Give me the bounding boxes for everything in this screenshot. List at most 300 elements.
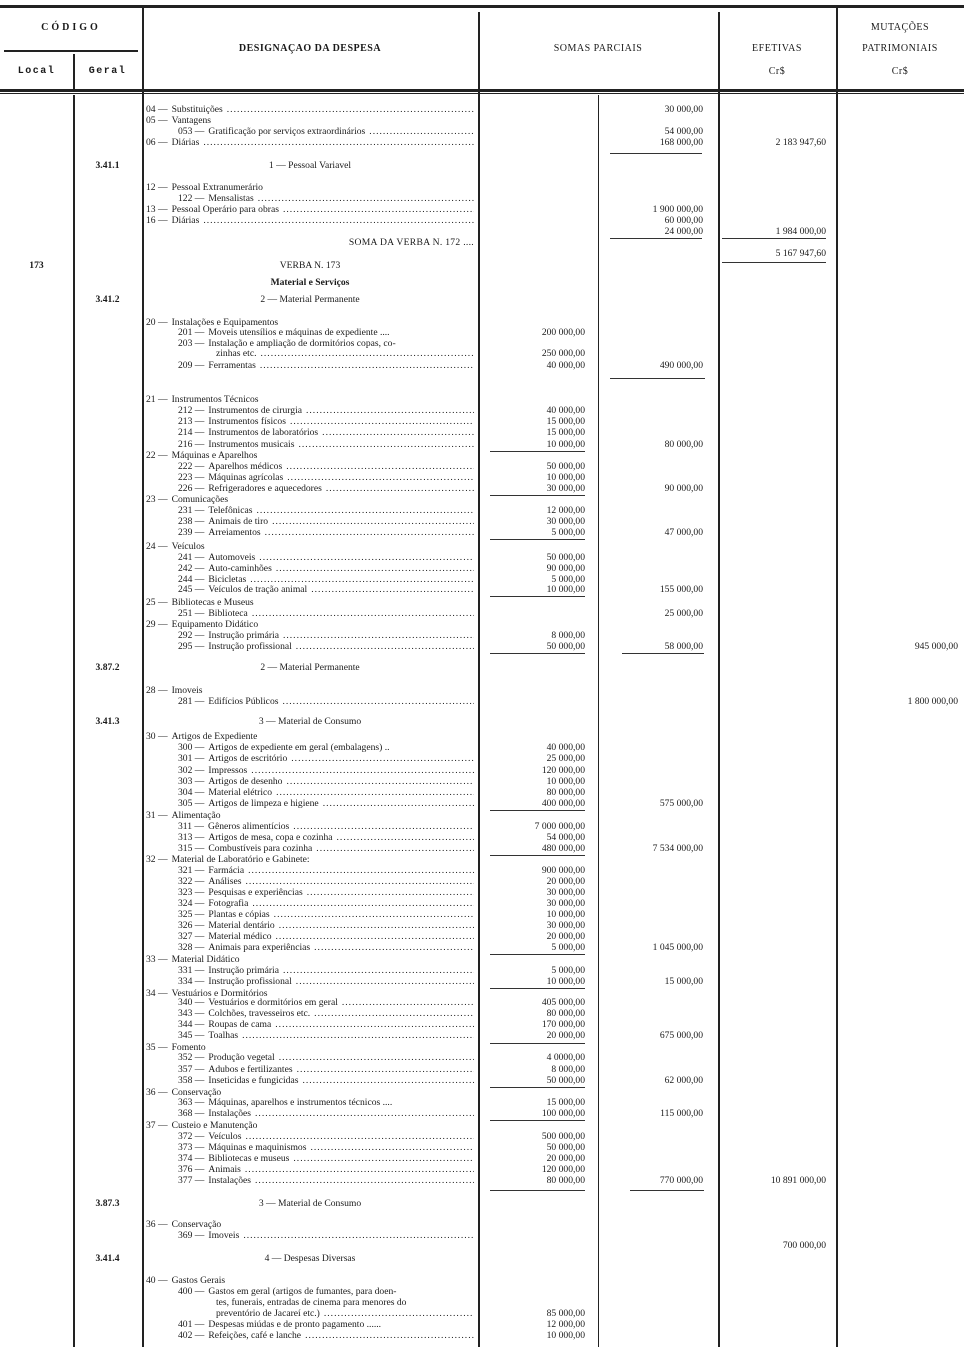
partial-amount: 10 000,00 xyxy=(546,472,585,483)
expense-description xyxy=(146,1142,474,1153)
table-row xyxy=(0,1142,964,1153)
sum-rule xyxy=(490,596,585,597)
sum-rule xyxy=(490,495,585,496)
expense-description xyxy=(146,765,474,776)
table-row xyxy=(0,516,964,527)
dot-leader xyxy=(283,630,474,641)
patrimonial-amount: 1 800 000,00 xyxy=(907,696,958,707)
expense-code: 311 — xyxy=(178,821,205,832)
expense-code: 16 — xyxy=(146,215,168,226)
expense-label: Artigos de escritório xyxy=(208,753,288,764)
dot-leader xyxy=(259,552,474,563)
expense-description xyxy=(146,215,474,226)
expense-label: Conservação xyxy=(171,1087,222,1098)
expense-code: 321 — xyxy=(178,865,205,876)
expense-code: 212 — xyxy=(178,405,205,416)
expense-description xyxy=(146,277,474,288)
expense-label: Gastos Gerais xyxy=(171,1275,226,1286)
effective-amount: 700 000,00 xyxy=(782,1240,826,1251)
table-row xyxy=(0,1240,964,1251)
partial-amount: 400 000,00 xyxy=(541,798,585,809)
table-row xyxy=(0,472,964,483)
geral-code: 3.41.1 xyxy=(95,160,120,171)
expense-code: 363 — xyxy=(178,1097,205,1108)
expense-description xyxy=(146,160,474,171)
dot-leader xyxy=(248,865,474,876)
expense-label: Vestuários e dormitórios em geral xyxy=(208,997,338,1008)
partial-amount: 12 000,00 xyxy=(546,1319,585,1330)
dot-leader xyxy=(255,1108,474,1119)
expense-code: 21 — xyxy=(146,394,168,405)
expense-label: 3 — Material de Consumo xyxy=(258,1198,362,1209)
dot-leader xyxy=(283,965,474,976)
partial-amount: 54 000,00 xyxy=(546,832,585,843)
partial-amount: 30 000,00 xyxy=(546,920,585,931)
partial-subtotal: 25 000,00 xyxy=(664,608,703,619)
expense-description xyxy=(146,126,474,137)
header-bottom-border-2 xyxy=(0,93,964,94)
expense-code: 242 — xyxy=(178,563,205,574)
geral-code: 3.87.2 xyxy=(95,662,120,673)
sum-rule xyxy=(490,653,585,654)
expense-label: Instrução primária xyxy=(208,630,279,641)
dot-leader xyxy=(227,104,474,115)
partial-subtotal: 1 900 000,00 xyxy=(652,204,703,215)
expense-description xyxy=(146,1308,474,1319)
section-heading-row xyxy=(0,160,964,171)
expense-description xyxy=(146,630,474,641)
dot-leader xyxy=(203,137,474,148)
expense-description xyxy=(146,865,474,876)
expense-code: 06 — xyxy=(146,137,168,148)
expense-description xyxy=(146,821,474,832)
partial-amount: 30 000,00 xyxy=(546,483,585,494)
partial-amount: 85 000,00 xyxy=(546,1308,585,1319)
expense-code: 213 — xyxy=(178,416,205,427)
partial-amount: 80 000,00 xyxy=(546,1175,585,1186)
expense-description xyxy=(146,1019,474,1030)
partial-amount: 30 000,00 xyxy=(546,516,585,527)
expense-description xyxy=(146,1286,474,1297)
table-row xyxy=(0,742,964,753)
sum-rule xyxy=(490,1120,585,1121)
expense-description xyxy=(146,776,474,787)
table-row xyxy=(0,965,964,976)
table-row xyxy=(0,541,964,552)
expense-description xyxy=(146,104,474,115)
table-row xyxy=(0,405,964,416)
dot-leader xyxy=(322,427,474,438)
expense-code: 343 — xyxy=(178,1008,205,1019)
expense-label: Máquinas e maquinismos xyxy=(208,1142,307,1153)
expense-code: 374 — xyxy=(178,1153,205,1164)
expense-description xyxy=(146,584,474,595)
partial-amount: 120 000,00 xyxy=(541,1164,585,1175)
table-row xyxy=(0,215,964,226)
dot-leader xyxy=(296,641,474,652)
expense-description xyxy=(146,965,474,976)
partial-amount: 480 000,00 xyxy=(541,843,585,854)
expense-description xyxy=(146,931,474,942)
table-row xyxy=(0,1120,964,1131)
table-row xyxy=(0,731,964,742)
expense-code: 214 — xyxy=(178,427,205,438)
dot-leader xyxy=(251,765,474,776)
expense-label: Material Didático xyxy=(171,954,240,965)
expense-label: Máquinas agrícolas xyxy=(208,472,284,483)
expense-label: SOMA DA VERBA N. 172 .... xyxy=(348,237,474,248)
expense-description xyxy=(146,898,474,909)
dot-leader xyxy=(261,348,475,359)
dot-leader xyxy=(276,563,474,574)
expense-code: 36 — xyxy=(146,1219,168,1230)
dot-leader xyxy=(245,876,474,887)
table-row xyxy=(0,685,964,696)
table-row xyxy=(0,630,964,641)
table-row xyxy=(0,776,964,787)
expense-description xyxy=(146,1030,474,1041)
expense-code: 25 — xyxy=(146,597,168,608)
table-row xyxy=(0,798,964,809)
partial-amount: 40 000,00 xyxy=(546,405,585,416)
partial-amount: 7 000 000,00 xyxy=(534,821,585,832)
expense-label: Artigos de Expediente xyxy=(171,731,258,742)
expense-label: Imoveis xyxy=(171,685,203,696)
expense-description xyxy=(146,327,474,338)
expense-label: Impressos xyxy=(208,765,248,776)
expense-label: Imoveis xyxy=(208,1230,240,1241)
table-row xyxy=(0,1064,964,1075)
expense-label: Análises xyxy=(208,876,242,887)
table-row xyxy=(0,1164,964,1175)
expense-description xyxy=(146,115,474,126)
expense-description xyxy=(146,1253,474,1264)
expense-code: 36 — xyxy=(146,1087,168,1098)
expense-label: Instrumentos Técnicos xyxy=(171,394,259,405)
expense-label: Arreiamentos xyxy=(208,527,261,538)
header-somas-parciais: SOMAS PARCIAIS xyxy=(553,43,643,54)
expense-label: 3 — Material de Consumo xyxy=(258,716,362,727)
sum-rule xyxy=(630,1190,704,1191)
expense-code: 35 — xyxy=(146,1042,168,1053)
table-row xyxy=(0,1330,964,1341)
expense-label: Material elétrico xyxy=(208,787,273,798)
expense-description xyxy=(146,204,474,215)
expense-code: 053 — xyxy=(178,126,205,137)
dot-leader xyxy=(297,1064,474,1075)
table-row xyxy=(0,954,964,965)
expense-code: 28 — xyxy=(146,685,168,696)
effective-amount: 1 984 000,00 xyxy=(775,226,826,237)
table-row xyxy=(0,1097,964,1108)
dot-leader xyxy=(305,1330,474,1341)
expense-label: Artigos de desenho xyxy=(208,776,283,787)
partial-amount: 80 000,00 xyxy=(546,787,585,798)
expense-code: 352 — xyxy=(178,1052,205,1063)
expense-code: 295 — xyxy=(178,641,205,652)
expense-code: 12 — xyxy=(146,182,168,193)
expense-label: Refrigeradores e aquecedores xyxy=(208,483,322,494)
expense-label: Moveis utensílios e máquinas de expediente .... xyxy=(208,327,390,338)
dot-leader xyxy=(279,920,474,931)
table-row xyxy=(0,909,964,920)
expense-description xyxy=(146,641,474,652)
expense-description xyxy=(146,1064,474,1075)
expense-description xyxy=(146,193,474,204)
table-row xyxy=(0,483,964,494)
expense-code: 281 — xyxy=(178,696,205,707)
top-border xyxy=(0,5,964,8)
table-row xyxy=(0,854,964,865)
expense-description xyxy=(146,360,474,371)
expense-code: 369 — xyxy=(178,1230,205,1241)
expense-code: 201 — xyxy=(178,327,205,338)
partial-amount: 50 000,00 xyxy=(546,461,585,472)
expense-code: 340 — xyxy=(178,997,205,1008)
expense-description xyxy=(146,1131,474,1142)
expense-code: 344 — xyxy=(178,1019,205,1030)
expense-description xyxy=(146,405,474,416)
expense-description xyxy=(146,1330,474,1341)
dot-leader xyxy=(255,1175,474,1186)
expense-code: 303 — xyxy=(178,776,205,787)
expense-description xyxy=(146,237,474,248)
sum-rule xyxy=(490,1190,585,1191)
partial-amount: 10 000,00 xyxy=(546,1330,585,1341)
expense-description xyxy=(146,798,474,809)
expense-label: Automoveis xyxy=(208,552,256,563)
expense-label: Instalações xyxy=(208,1108,252,1119)
expense-label: Instrução profissional xyxy=(208,976,292,987)
partial-subtotal: 575 000,00 xyxy=(659,798,703,809)
expense-label: Gratificação por serviços extraordinários xyxy=(208,126,366,137)
header-geral: Geral xyxy=(88,66,127,77)
expense-label: Material e Serviços xyxy=(270,277,350,288)
partial-amount: 20 000,00 xyxy=(546,1153,585,1164)
partial-subtotal: 54 000,00 xyxy=(664,126,703,137)
expense-label: 4 — Despesas Diversas xyxy=(264,1253,356,1264)
partial-subtotal: 675 000,00 xyxy=(659,1030,703,1041)
table-row xyxy=(0,641,964,652)
table-row xyxy=(0,360,964,371)
codigo-divider xyxy=(4,50,138,52)
expense-code: 372 — xyxy=(178,1131,205,1142)
table-row xyxy=(0,348,964,359)
expense-code: 368 — xyxy=(178,1108,205,1119)
expense-code: 400 — xyxy=(178,1286,205,1297)
table-row xyxy=(0,997,964,1008)
table-row xyxy=(0,810,964,821)
partial-amount: 40 000,00 xyxy=(546,360,585,371)
expense-description xyxy=(146,439,474,450)
table-row xyxy=(0,821,964,832)
expense-label: Equipamento Didático xyxy=(171,619,259,630)
partial-subtotal: 80 000,00 xyxy=(664,439,703,450)
expense-label: 2 — Material Permanente xyxy=(260,294,360,305)
table-row xyxy=(0,1153,964,1164)
expense-description xyxy=(146,685,474,696)
partial-amount: 90 000,00 xyxy=(546,563,585,574)
sum-rule xyxy=(490,954,585,955)
dot-leader xyxy=(324,1308,474,1319)
expense-label: Veículos xyxy=(171,541,205,552)
partial-subtotal: 770 000,00 xyxy=(659,1175,703,1186)
expense-code: 292 — xyxy=(178,630,205,641)
partial-subtotal: 490 000,00 xyxy=(659,360,703,371)
partial-amount: 15 000,00 xyxy=(546,1097,585,1108)
table-row xyxy=(0,1108,964,1119)
expense-description xyxy=(146,450,474,461)
partial-amount: 50 000,00 xyxy=(546,641,585,652)
table-row xyxy=(0,115,964,126)
expense-code: 305 — xyxy=(178,798,205,809)
expense-label: preventório de Jacareí etc.) xyxy=(216,1308,320,1319)
expense-description xyxy=(146,1175,474,1186)
expense-label: Artigos de limpeza e higiene xyxy=(208,798,319,809)
partial-subtotal: 24 000,00 xyxy=(664,226,703,237)
dot-leader xyxy=(323,798,474,809)
expense-description xyxy=(146,1108,474,1119)
expense-label: Bibliotecas e museus xyxy=(208,1153,290,1164)
table-row xyxy=(0,552,964,563)
header-bottom-border xyxy=(0,89,964,92)
expense-code: 223 — xyxy=(178,472,205,483)
expense-code: 231 — xyxy=(178,505,205,516)
dot-leader xyxy=(310,1142,474,1153)
expense-code: 402 — xyxy=(178,1330,205,1341)
dot-leader xyxy=(274,909,474,920)
dot-leader xyxy=(287,472,474,483)
expense-description xyxy=(146,854,474,865)
expense-label: Aparelhos médicos xyxy=(208,461,283,472)
dot-leader xyxy=(265,527,474,538)
table-row xyxy=(0,461,964,472)
expense-label: Vestuários e Dormitórios xyxy=(171,988,268,999)
expense-code: 22 — xyxy=(146,450,168,461)
expense-description xyxy=(146,1153,474,1164)
expense-code: 324 — xyxy=(178,898,205,909)
table-row xyxy=(0,584,964,595)
expense-description xyxy=(146,552,474,563)
sum-rule xyxy=(490,988,585,989)
expense-code: 373 — xyxy=(178,1142,205,1153)
expense-label: Mensalistas xyxy=(208,193,254,204)
effective-amount: 2 183 947,60 xyxy=(775,137,826,148)
expense-label: Instrumentos musicais xyxy=(208,439,295,450)
partial-amount: 120 000,00 xyxy=(541,765,585,776)
table-row xyxy=(0,696,964,707)
expense-label: Diárias xyxy=(171,215,200,226)
geral-code: 3.87.3 xyxy=(95,1198,120,1209)
dot-leader xyxy=(286,461,474,472)
partial-subtotal: 30 000,00 xyxy=(664,104,703,115)
sum-rule xyxy=(610,238,702,239)
dot-leader xyxy=(302,1075,474,1086)
expense-label: Biblioteca xyxy=(208,608,248,619)
geral-code: 3.41.4 xyxy=(95,1253,120,1264)
expense-description xyxy=(146,1297,474,1308)
expense-label: Pessoal Operário para obras xyxy=(171,204,279,215)
expense-label: Despesas miúdas e de pronto pagamento ...... xyxy=(208,1319,382,1330)
expense-code: 30 — xyxy=(146,731,168,742)
partial-amount: 5 000,00 xyxy=(551,965,585,976)
expense-label: Instalações e Equipamentos xyxy=(171,317,279,328)
header-patrimoniais: PATRIMONIAIS xyxy=(862,43,938,54)
expense-code: 401 — xyxy=(178,1319,205,1330)
expense-code: 325 — xyxy=(178,909,205,920)
partial-subtotal: 47 000,00 xyxy=(664,527,703,538)
dot-leader xyxy=(306,405,474,416)
dot-leader xyxy=(275,1019,474,1030)
expense-description xyxy=(146,483,474,494)
expense-label: Material dentário xyxy=(208,920,275,931)
expense-description xyxy=(146,137,474,148)
expense-label: zinhas etc. xyxy=(216,348,257,359)
table-row xyxy=(0,126,964,137)
expense-label: Plantas e cópias xyxy=(208,909,270,920)
expense-description xyxy=(146,742,474,753)
expense-description xyxy=(146,942,474,953)
dot-leader xyxy=(245,1131,474,1142)
expense-code: 377 — xyxy=(178,1175,205,1186)
table-row xyxy=(0,1052,964,1063)
expense-code: 334 — xyxy=(178,976,205,987)
expense-description xyxy=(146,832,474,843)
expense-description xyxy=(146,516,474,527)
expense-code: 251 — xyxy=(178,608,205,619)
expense-description xyxy=(146,1075,474,1086)
expense-label: Colchões, travesseiros etc. xyxy=(208,1008,311,1019)
header-mutacoes: MUTAÇÕES xyxy=(870,22,930,33)
expense-label: Artigos de expediente em geral (embalagens) .. xyxy=(208,742,390,753)
expense-code: 05 — xyxy=(146,115,168,126)
partial-amount: 15 000,00 xyxy=(546,416,585,427)
partial-amount: 5 000,00 xyxy=(551,527,585,538)
expense-description xyxy=(146,416,474,427)
expense-label: Combustíveis para cozinha xyxy=(208,843,313,854)
expense-description xyxy=(146,920,474,931)
expense-label: Veículos de tração animal xyxy=(208,584,308,595)
partial-amount: 10 000,00 xyxy=(546,776,585,787)
table-row xyxy=(0,1219,964,1230)
table-row xyxy=(0,865,964,876)
expense-description xyxy=(146,182,474,193)
expense-label: Instrumentos de laboratórios xyxy=(208,427,319,438)
section-heading-row xyxy=(0,294,964,305)
partial-subtotal: 1 045 000,00 xyxy=(652,942,703,953)
expense-code: 238 — xyxy=(178,516,205,527)
expense-label: Artigos de mesa, copa e cozinha xyxy=(208,832,333,843)
expense-code: 34 — xyxy=(146,988,168,999)
effective-amount: 5 167 947,60 xyxy=(775,248,826,259)
dot-leader xyxy=(316,843,474,854)
expense-description xyxy=(146,976,474,987)
expense-description xyxy=(146,541,474,552)
partial-amount: 12 000,00 xyxy=(546,505,585,516)
expense-label: Instrumentos de cirurgia xyxy=(208,405,302,416)
table-row xyxy=(0,1019,964,1030)
dot-leader xyxy=(242,1030,474,1041)
partial-subtotal: 62 000,00 xyxy=(664,1075,703,1086)
table-row xyxy=(0,843,964,854)
dot-leader xyxy=(342,997,474,1008)
partial-amount: 10 000,00 xyxy=(546,909,585,920)
dot-leader xyxy=(283,204,474,215)
expense-description xyxy=(146,1275,474,1286)
expense-label: Fotografia xyxy=(208,898,249,909)
expense-label: Máquinas e Aparelhos xyxy=(171,450,258,461)
dot-leader xyxy=(337,832,474,843)
